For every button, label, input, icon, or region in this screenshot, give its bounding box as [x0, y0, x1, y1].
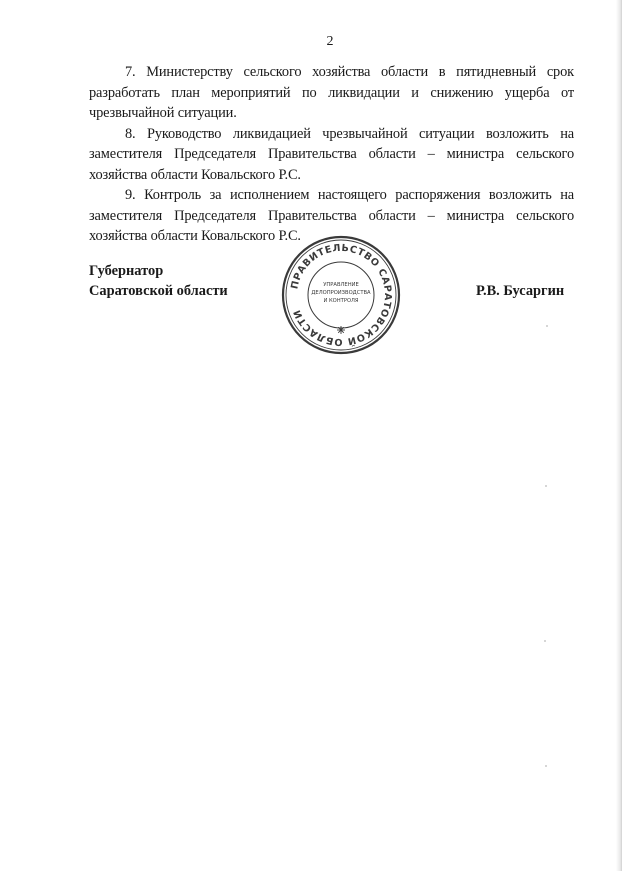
paragraph-8-line-2: Председателя Правительства области – министра сельского хозяйства области — [89, 146, 574, 183]
signatory-name: Р.В. Бусаргин — [476, 283, 565, 299]
paragraph-9-line-2: Председателя Правительства области – министра сельского хозяйства области — [89, 207, 574, 244]
paper-speck — [545, 485, 547, 487]
signatory-position-line-2: Саратовской области — [89, 283, 228, 299]
paper-speck — [546, 325, 548, 327]
paragraph-9-line-1: 9. Контроль за исполнением настоящего распоряжения возложить на заместителя — [89, 187, 574, 224]
paragraph-8-line-3: Ковальского Р.С. — [201, 166, 301, 183]
official-seal-stamp — [280, 234, 402, 356]
paragraph-7-line-2: план мероприятий по ликвидации и снижению ущерба от чрезвычайной ситуации. — [89, 84, 574, 121]
seal-center-line-3: И КОНТРОЛЯ — [323, 298, 359, 304]
paragraph-8 — [89, 124, 574, 186]
signatory-position-line-1: Губернатор — [89, 263, 164, 279]
signatory-position — [89, 261, 228, 301]
paragraph-7 — [89, 62, 574, 124]
seal-star-icon — [337, 326, 345, 334]
document-body — [89, 62, 574, 247]
page-number: 2 — [326, 34, 334, 49]
paper-speck — [544, 640, 546, 642]
page-edge-shadow — [616, 0, 622, 871]
paragraph-7-line-1: 7. Министерству сельского хозяйства области в пятидневный срок разработать — [89, 64, 574, 101]
paper-speck — [545, 765, 547, 767]
paragraph-9-line-3: Ковальского Р.С. — [201, 228, 301, 244]
seal-ring-text-path: ПРАВИТЕЛЬСТВО САРАТОВСКОЙ ОБЛАСТИ — [289, 242, 394, 348]
seal-center-line-2: ДЕЛОПРОИЗВОДСТВА — [311, 290, 371, 296]
paragraph-8-line-1: 8. Руководство ликвидацией чрезвычайной ситуации возложить на заместителя — [89, 125, 574, 162]
seal-center-line-1: УПРАВЛЕНИЕ — [323, 282, 359, 288]
